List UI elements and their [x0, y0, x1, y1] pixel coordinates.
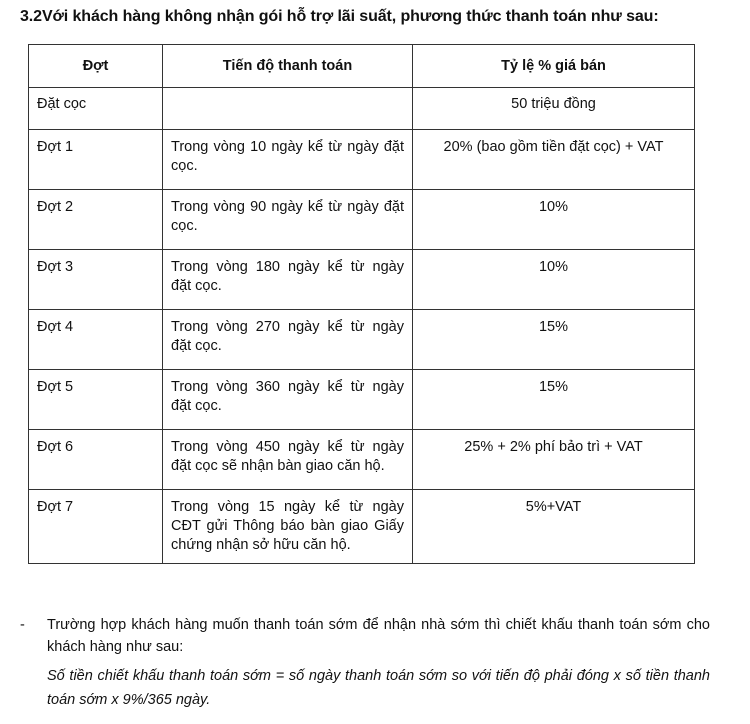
- progress-cell: Trong vòng 270 ngày kể từ ngày đặt cọc.: [163, 310, 413, 370]
- ratio-cell: 20% (bao gồm tiền đặt cọc) + VAT: [413, 130, 695, 190]
- round-cell: Đợt 3: [29, 250, 163, 310]
- column-header-round: Đợt: [29, 45, 163, 88]
- table-row: [29, 490, 695, 564]
- progress-cell: Trong vòng 90 ngày kể từ ngày đặt cọc.: [163, 190, 413, 250]
- ratio-cell: 15%: [413, 310, 695, 370]
- progress-cell: Trong vòng 10 ngày kể từ ngày đặt cọc.: [163, 130, 413, 190]
- table-header-row: [29, 45, 695, 88]
- progress-cell: Trong vòng 180 ngày kể từ ngày đặt cọc.: [163, 250, 413, 310]
- section-heading: 3.2Với khách hàng không nhận gói hỗ trợ lãi suất, phương thức thanh toán như sau:: [20, 8, 659, 25]
- ratio-cell: 10%: [413, 250, 695, 310]
- round-cell: Đợt 2: [29, 190, 163, 250]
- progress-cell: Trong vòng 450 ngày kể từ ngày đặt cọc sẽ nhận bàn giao căn hộ.: [163, 430, 413, 490]
- ratio-cell: 50 triệu đồng: [413, 88, 695, 130]
- table-row: [29, 250, 695, 310]
- round-cell: Đợt 4: [29, 310, 163, 370]
- ratio-cell: 5%+VAT: [413, 490, 695, 564]
- bullet-dash: -: [20, 617, 25, 633]
- table-row: [29, 88, 695, 130]
- progress-cell: Trong vòng 360 ngày kể từ ngày đặt cọc.: [163, 370, 413, 430]
- ratio-cell: 10%: [413, 190, 695, 250]
- round-cell: Đợt 7: [29, 490, 163, 564]
- column-header-progress: Tiến độ thanh toán: [163, 45, 413, 88]
- progress-cell: [163, 88, 413, 130]
- table-row: [29, 190, 695, 250]
- column-header-ratio: Tỷ lệ % giá bán: [413, 45, 695, 88]
- table-row: [29, 370, 695, 430]
- discount-formula: Số tiền chiết khấu thanh toán sớm = số ngày thanh toán sớm so với tiến độ phải đóng x số tiền thanh toán sớm x 9%/365 ngày.: [47, 668, 710, 708]
- round-cell: Đợt 1: [29, 130, 163, 190]
- table-row: [29, 310, 695, 370]
- ratio-cell: 15%: [413, 370, 695, 430]
- payment-schedule-table: [28, 44, 695, 564]
- table-row: [29, 430, 695, 490]
- early-payment-note: [20, 614, 710, 712]
- round-cell: Đợt 6: [29, 430, 163, 490]
- round-cell: Đặt cọc: [29, 88, 163, 130]
- note-text: Trường hợp khách hàng muốn thanh toán sớm để nhận nhà sớm thì chiết khấu thanh toán sớm cho khách hàng như sau:: [47, 617, 710, 655]
- progress-cell: Trong vòng 15 ngày kể từ ngày CĐT gửi Thông báo bàn giao Giấy chứng nhận sở hữu căn hộ.: [163, 490, 413, 564]
- ratio-cell: 25% + 2% phí bảo trì + VAT: [413, 430, 695, 490]
- round-cell: Đợt 5: [29, 370, 163, 430]
- table-row: [29, 130, 695, 190]
